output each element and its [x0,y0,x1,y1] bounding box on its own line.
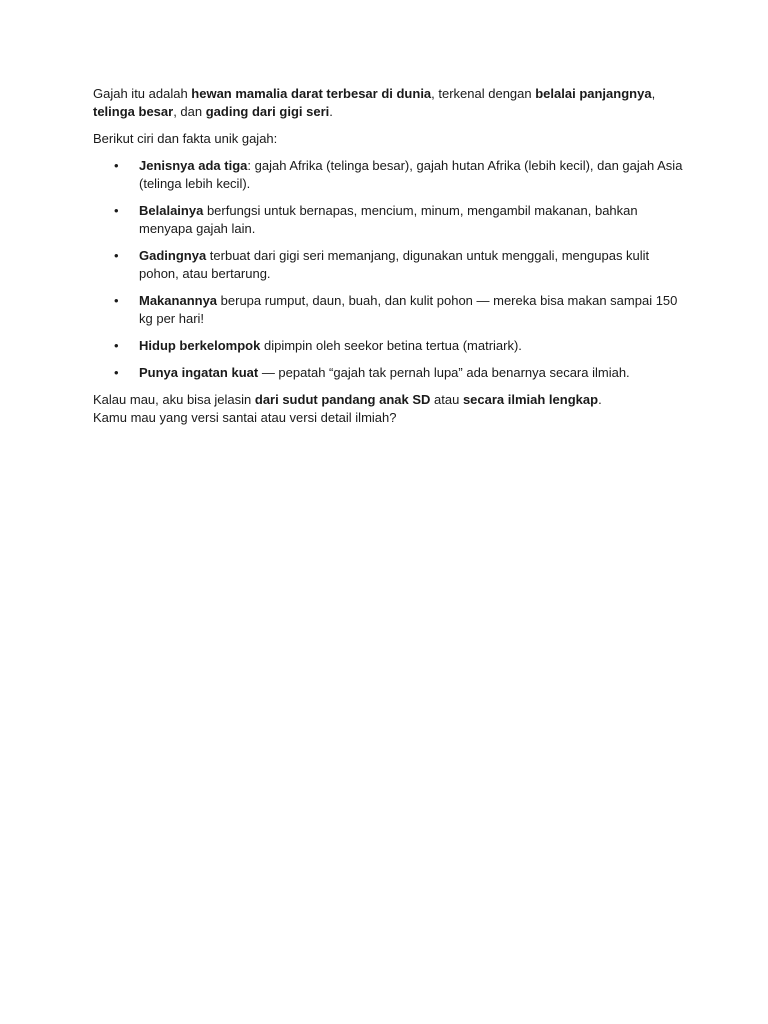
closing-bold-kids: dari sudut pandang anak SD [254,392,431,407]
intro-paragraph [93,85,683,121]
intro-text: Gajah itu adalah [93,86,192,101]
fact-item [93,202,683,238]
fact-item [93,364,683,382]
fact-text: berfungsi untuk bernapas, mencium, minum, mengambil makanan, bahkan menyapa gajah lain. [139,203,638,236]
fact-text: dipimpin oleh seekor betina tertua (matriark). [260,338,522,353]
intro-bold-trunk: belalai panjangnya [535,86,652,101]
closing-paragraph [93,391,683,427]
fact-text: berupa rumput, daun, buah, dan kulit pohon — mereka bisa makan sampai 150 kg per hari! [139,293,678,326]
closing-bold-scientific: secara ilmiah lengkap [462,392,599,407]
fact-item [93,337,683,355]
fact-item [93,247,683,283]
closing-question: Kamu mau yang versi santai atau versi detail ilmiah? [93,410,397,425]
fact-item [93,292,683,328]
bullet-icon: • [114,203,119,218]
fact-list [93,157,683,382]
intro-text: , dan [173,104,206,119]
bullet-icon: • [114,338,119,353]
intro-text: , [651,86,656,101]
fact-title: Belalainya [139,203,204,218]
fact-text: : gajah Afrika (telinga besar), gajah hutan Afrika (lebih kecil), dan gajah Asia (telinga lebih kecil). [139,158,683,191]
fact-text: — pepatah “gajah tak pernah lupa” ada benarnya secara ilmiah. [258,365,630,380]
fact-title: Gadingnya [139,248,207,263]
bullet-icon: • [114,158,119,173]
closing-text: atau [430,392,463,407]
closing-line-1 [93,391,683,409]
closing-text: Kalau mau, aku bisa jelasin [93,392,255,407]
bullet-icon: • [114,293,119,308]
bullet-icon: • [114,248,119,263]
intro-bold-tusks: gading dari gigi seri [205,104,330,119]
intro-text: . [329,104,333,119]
lead-paragraph: Berikut ciri dan fakta unik gajah: [93,131,278,146]
bullet-icon: • [114,365,119,380]
document-body [93,85,683,436]
fact-text: terbuat dari gigi seri memanjang, digunakan untuk menggali, mengupas kulit pohon, atau bertarung. [139,248,650,281]
fact-item [93,157,683,193]
fact-title: Hidup berkelompok [139,338,261,353]
fact-title: Punya ingatan kuat [139,365,259,380]
fact-title: Jenisnya ada tiga [139,158,248,173]
closing-text: . [598,392,602,407]
intro-text: , terkenal dengan [431,86,536,101]
fact-title: Makanannya [139,293,218,308]
intro-bold-mammal: hewan mamalia darat terbesar di dunia [191,86,432,101]
intro-bold-ears: telinga besar [93,104,174,119]
